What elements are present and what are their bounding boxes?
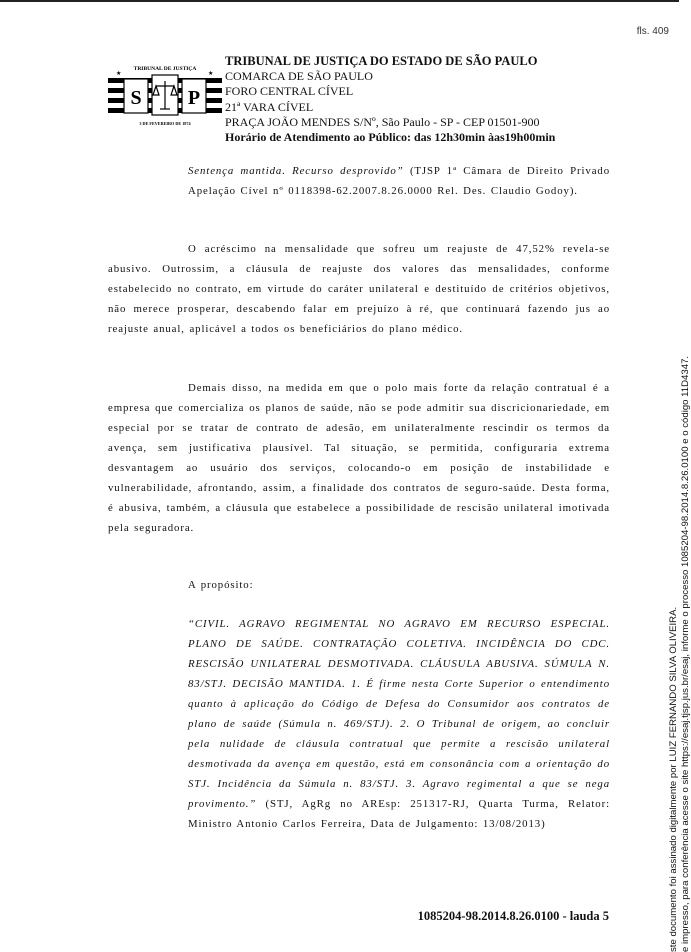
signature-line-2: e impresso, para conferência acesse o site https://esaj.tjsp.jus.br/esaj, informe o processo 1085204-98.2014.8.26.0100 e o código 11D4347. bbox=[679, 355, 691, 952]
quote-citation: (STJ, AgRg no AREsp: 251317-RJ, Quarta Turma, Relator: Ministro Antonio Carlos Ferreira, Data de Julgamento: 13/08/2013) bbox=[188, 798, 610, 830]
svg-text:★: ★ bbox=[208, 71, 214, 77]
top-border bbox=[0, 0, 679, 2]
digital-signature-sidebar bbox=[668, 356, 691, 952]
seal-date: 3 DE FEVEREIRO DE 1874 bbox=[139, 121, 191, 126]
svg-text:★: ★ bbox=[116, 71, 122, 77]
comarca: COMARCA DE SÃO PAULO bbox=[225, 69, 373, 84]
footer-page-label: 1085204-98.2014.8.26.0100 - lauda 5 bbox=[417, 909, 609, 923]
signature-line-1: ste documento foi assinado digitalmente por LUIZ FERNANDO SILVA OLIVEIRA. bbox=[668, 606, 679, 952]
vara: 21ª VARA CÍVEL bbox=[225, 99, 314, 114]
foro: FORO CENTRAL CÍVEL bbox=[225, 84, 354, 99]
a-proposito-label: A propósito: bbox=[188, 579, 254, 591]
quote-italic: “CIVIL. AGRAVO REGIMENTAL NO AGRAVO EM RECURSO ESPECIAL. PLANO DE SAÚDE. CONTRATAÇÃO COLETIVA. INCIDÊNCIA DO CDC. RESCISÃO UNILATERAL DESMOTIVADA. CLÁUSULA ABUSIVA. SÚMULA N. 83/STJ. DECISÃO MANTIDA. 1. É firme nesta Corte Superior o entendimento quanto à aplicação do Código de Defesa do Consumidor aos contratos de plano de saúde (Súmula n. 469/STJ). 2. O Tribunal de origem, ao concluir pela nulidade de cláusula contratual que permite a rescisão unilateral desmotivada da avença em questão, está em consonância com a orientação do STJ. Incidência da Súmula n. 83/STJ. 3. Agravo regimental a que se nega provimento.” bbox=[188, 618, 610, 810]
paragraph-1: O acréscimo na mensalidade que sofreu um reajuste de 47,52% revela-se abusivo. Outrossim, a cláusula de reajuste dos valores das mensalidades, conforme estabelecido no contrato, em virtude do caráter unilateral e destituído de critérios objetivos, não merece prosperar, descabendo falar em prejuízo à ré, que continuará fazendo jus ao reajuste anual, aplicável a todos os beneficiários do plano médico. bbox=[108, 243, 610, 335]
top-citation bbox=[188, 161, 610, 201]
address: PRAÇA JOÃO MENDES S/Nº, São Paulo - SP - CEP 01501-900 bbox=[225, 114, 540, 129]
page-number: fls. 409 bbox=[636, 26, 669, 37]
seal-title: TRIBUNAL DE JUSTIÇA bbox=[133, 66, 197, 72]
seal-letter-s: S bbox=[130, 87, 142, 109]
court-name: TRIBUNAL DE JUSTIÇA DO ESTADO DE SÃO PAULO bbox=[225, 54, 538, 68]
court-header bbox=[225, 54, 555, 145]
top-citation-rest: (TJSP 1ª Câmara de Direito Privado Apelação Cível nº 0118398-62.2007.8.26.0000 Rel. Des. Claudio Godoy). bbox=[188, 165, 610, 197]
tjsp-seal-logo bbox=[108, 45, 222, 129]
jurisprudence-quote bbox=[188, 614, 610, 834]
paragraph-2: Demais disso, na medida em que o polo mais forte da relação contratual é a empresa que comercializa os planos de saúde, não se pode admitir sua discricionariedade, em especial por se tratar de contrato de adesão, em unilateralmente rescindir os termos da avença, sem justificativa plausível. Tal situação, se permitida, configuraria extrema desvantagem ao usuário dos serviços, colocando-o em posição de instabilidade e vulnerabilidade, afrontando, assim, a finalidade dos contratos de seguro-saúde. Desta forma, é abusiva, também, a cláusula que estabelece a possibilidade de rescisão unilateral imotivada pela seguradora. bbox=[108, 382, 610, 534]
top-citation-italic: Sentença mantida. Recurso desprovido” bbox=[188, 165, 404, 177]
public-hours: Horário de Atendimento ao Público: das 12h30min àas19h00min bbox=[225, 130, 556, 145]
seal-letter-p: P bbox=[187, 87, 201, 109]
